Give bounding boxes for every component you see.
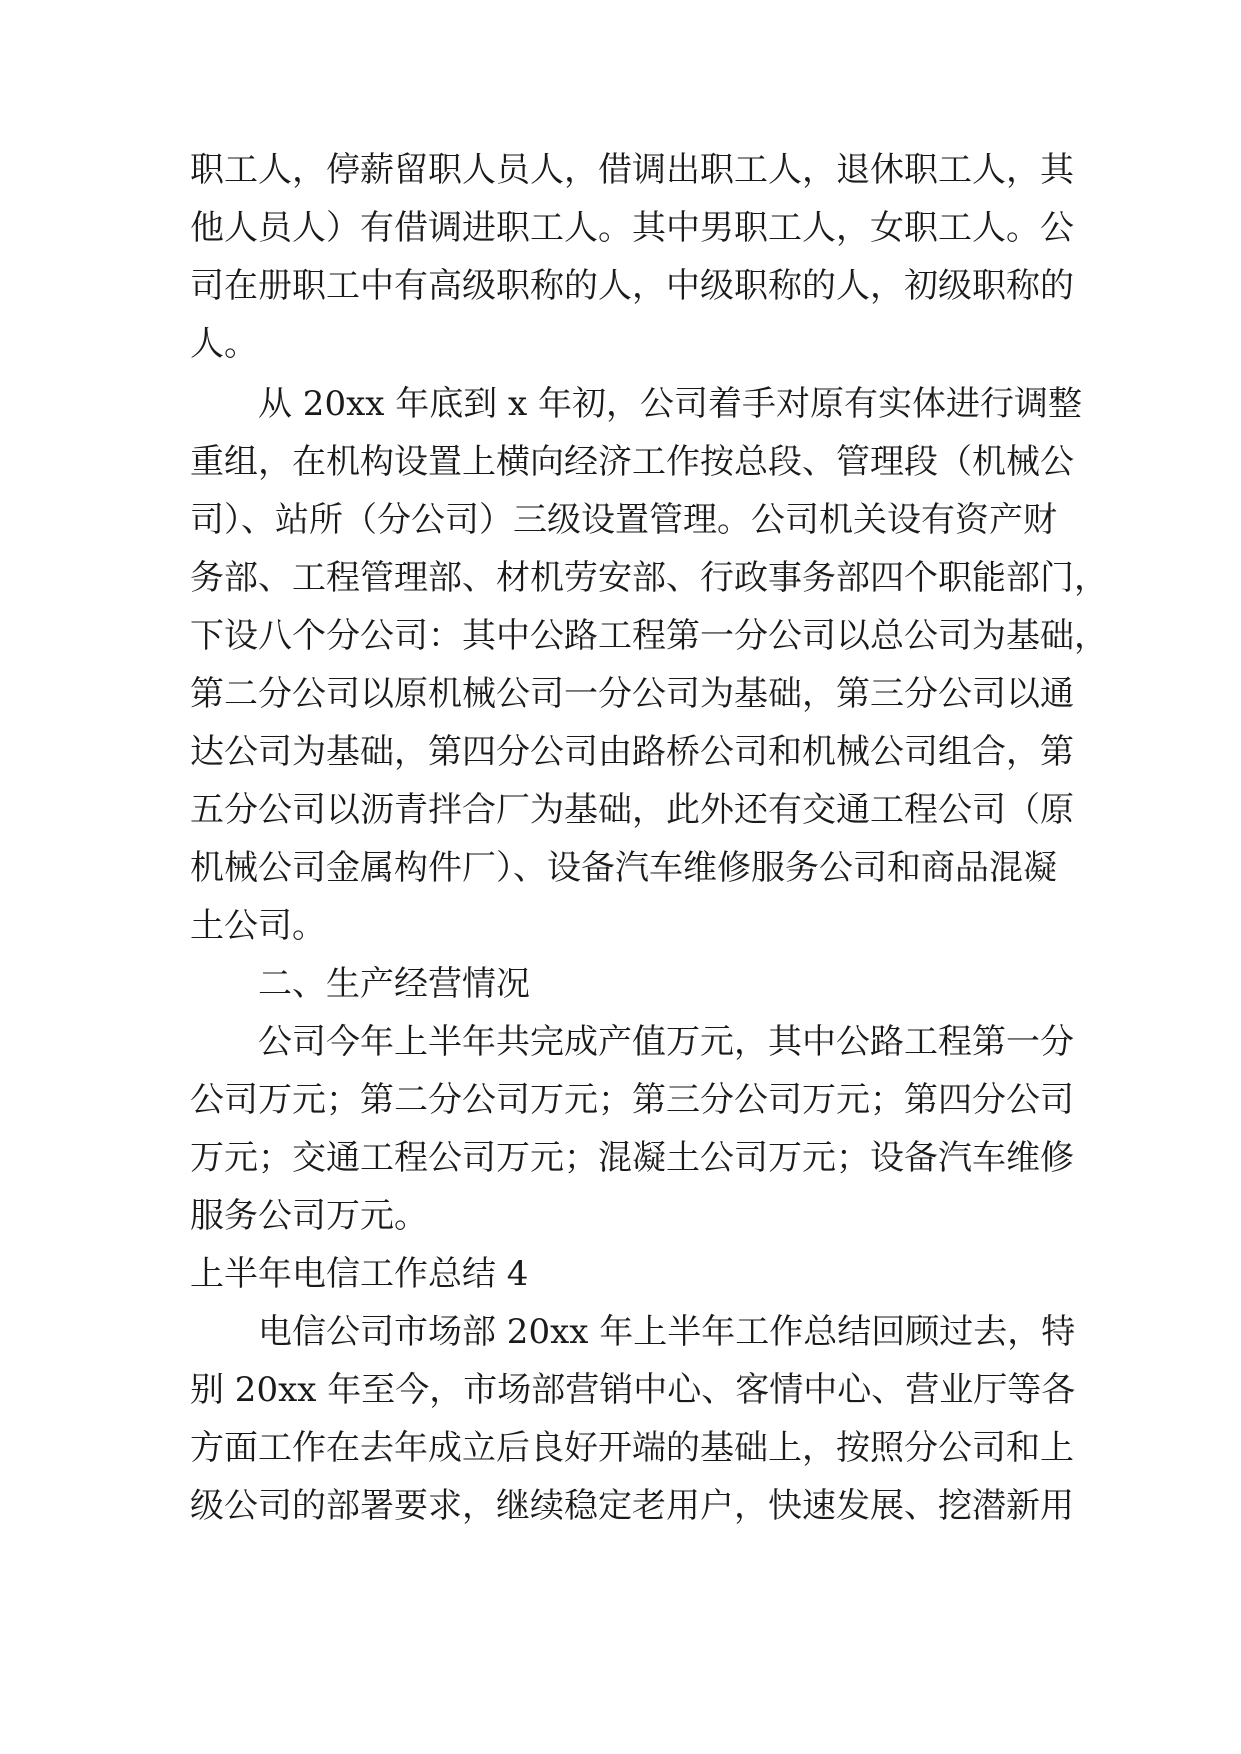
paragraph-line: 五分公司以沥青拌合厂为基础，此外还有交通工程公司（原 [190, 790, 1074, 830]
paragraph-line: 电信公司市场部 20xx 年上半年工作总结回顾过去，特 [258, 1312, 1076, 1352]
paragraph-line: 人。 [190, 324, 258, 364]
paragraph-line: 方面工作在去年成立后良好开端的基础上，按照分公司和上 [190, 1428, 1074, 1468]
paragraph-line: 别 20xx 年至今，市场部营销中心、客情中心、营业厅等各 [190, 1370, 1076, 1410]
paragraph-line: 务部、工程管理部、材机劳安部、行政事务部四个职能部门， [190, 558, 1108, 598]
paragraph-line: 服务公司万元。 [190, 1196, 428, 1236]
paragraph-line: 达公司为基础，第四分公司由路桥公司和机械公司组合，第 [190, 732, 1074, 772]
paragraph-line: 他人员人）有借调进职工人。其中男职工人，女职工人。公 [190, 208, 1074, 248]
paragraph-line: 下设八个分公司：其中公路工程第一分公司以总公司为基础， [190, 616, 1108, 656]
paragraph-line: 公司今年上半年共完成产值万元，其中公路工程第一分 [258, 1022, 1074, 1062]
article-title: 上半年电信工作总结 4 [190, 1254, 529, 1294]
paragraph-line: 土公司。 [190, 906, 326, 946]
section-heading: 二、生产经营情况 [258, 964, 530, 1004]
paragraph-line: 机械公司金属构件厂）、设备汽车维修服务公司和商品混凝 [190, 848, 1057, 888]
paragraph-line: 第二分公司以原机械公司一分公司为基础，第三分公司以通 [190, 674, 1074, 714]
paragraph-line: 从 20xx 年底到 x 年初，公司着手对原有实体进行调整 [258, 384, 1083, 424]
paragraph-line: 司在册职工中有高级职称的人，中级职称的人，初级职称的 [190, 266, 1074, 306]
paragraph-line: 级公司的部署要求，继续稳定老用户，快速发展、挖潜新用 [190, 1486, 1074, 1526]
paragraph-line: 司）、站所（分公司）三级设置管理。公司机关设有资产财 [190, 500, 1057, 540]
paragraph-line: 职工人，停薪留职人员人，借调出职工人，退休职工人，其 [190, 150, 1074, 190]
paragraph-line: 重组，在机构设置上横向经济工作按总段、管理段（机械公 [190, 442, 1074, 482]
paragraph-line: 万元；交通工程公司万元；混凝土公司万元；设备汽车维修 [190, 1138, 1074, 1178]
paragraph-line: 公司万元；第二分公司万元；第三分公司万元；第四分公司 [190, 1080, 1074, 1120]
